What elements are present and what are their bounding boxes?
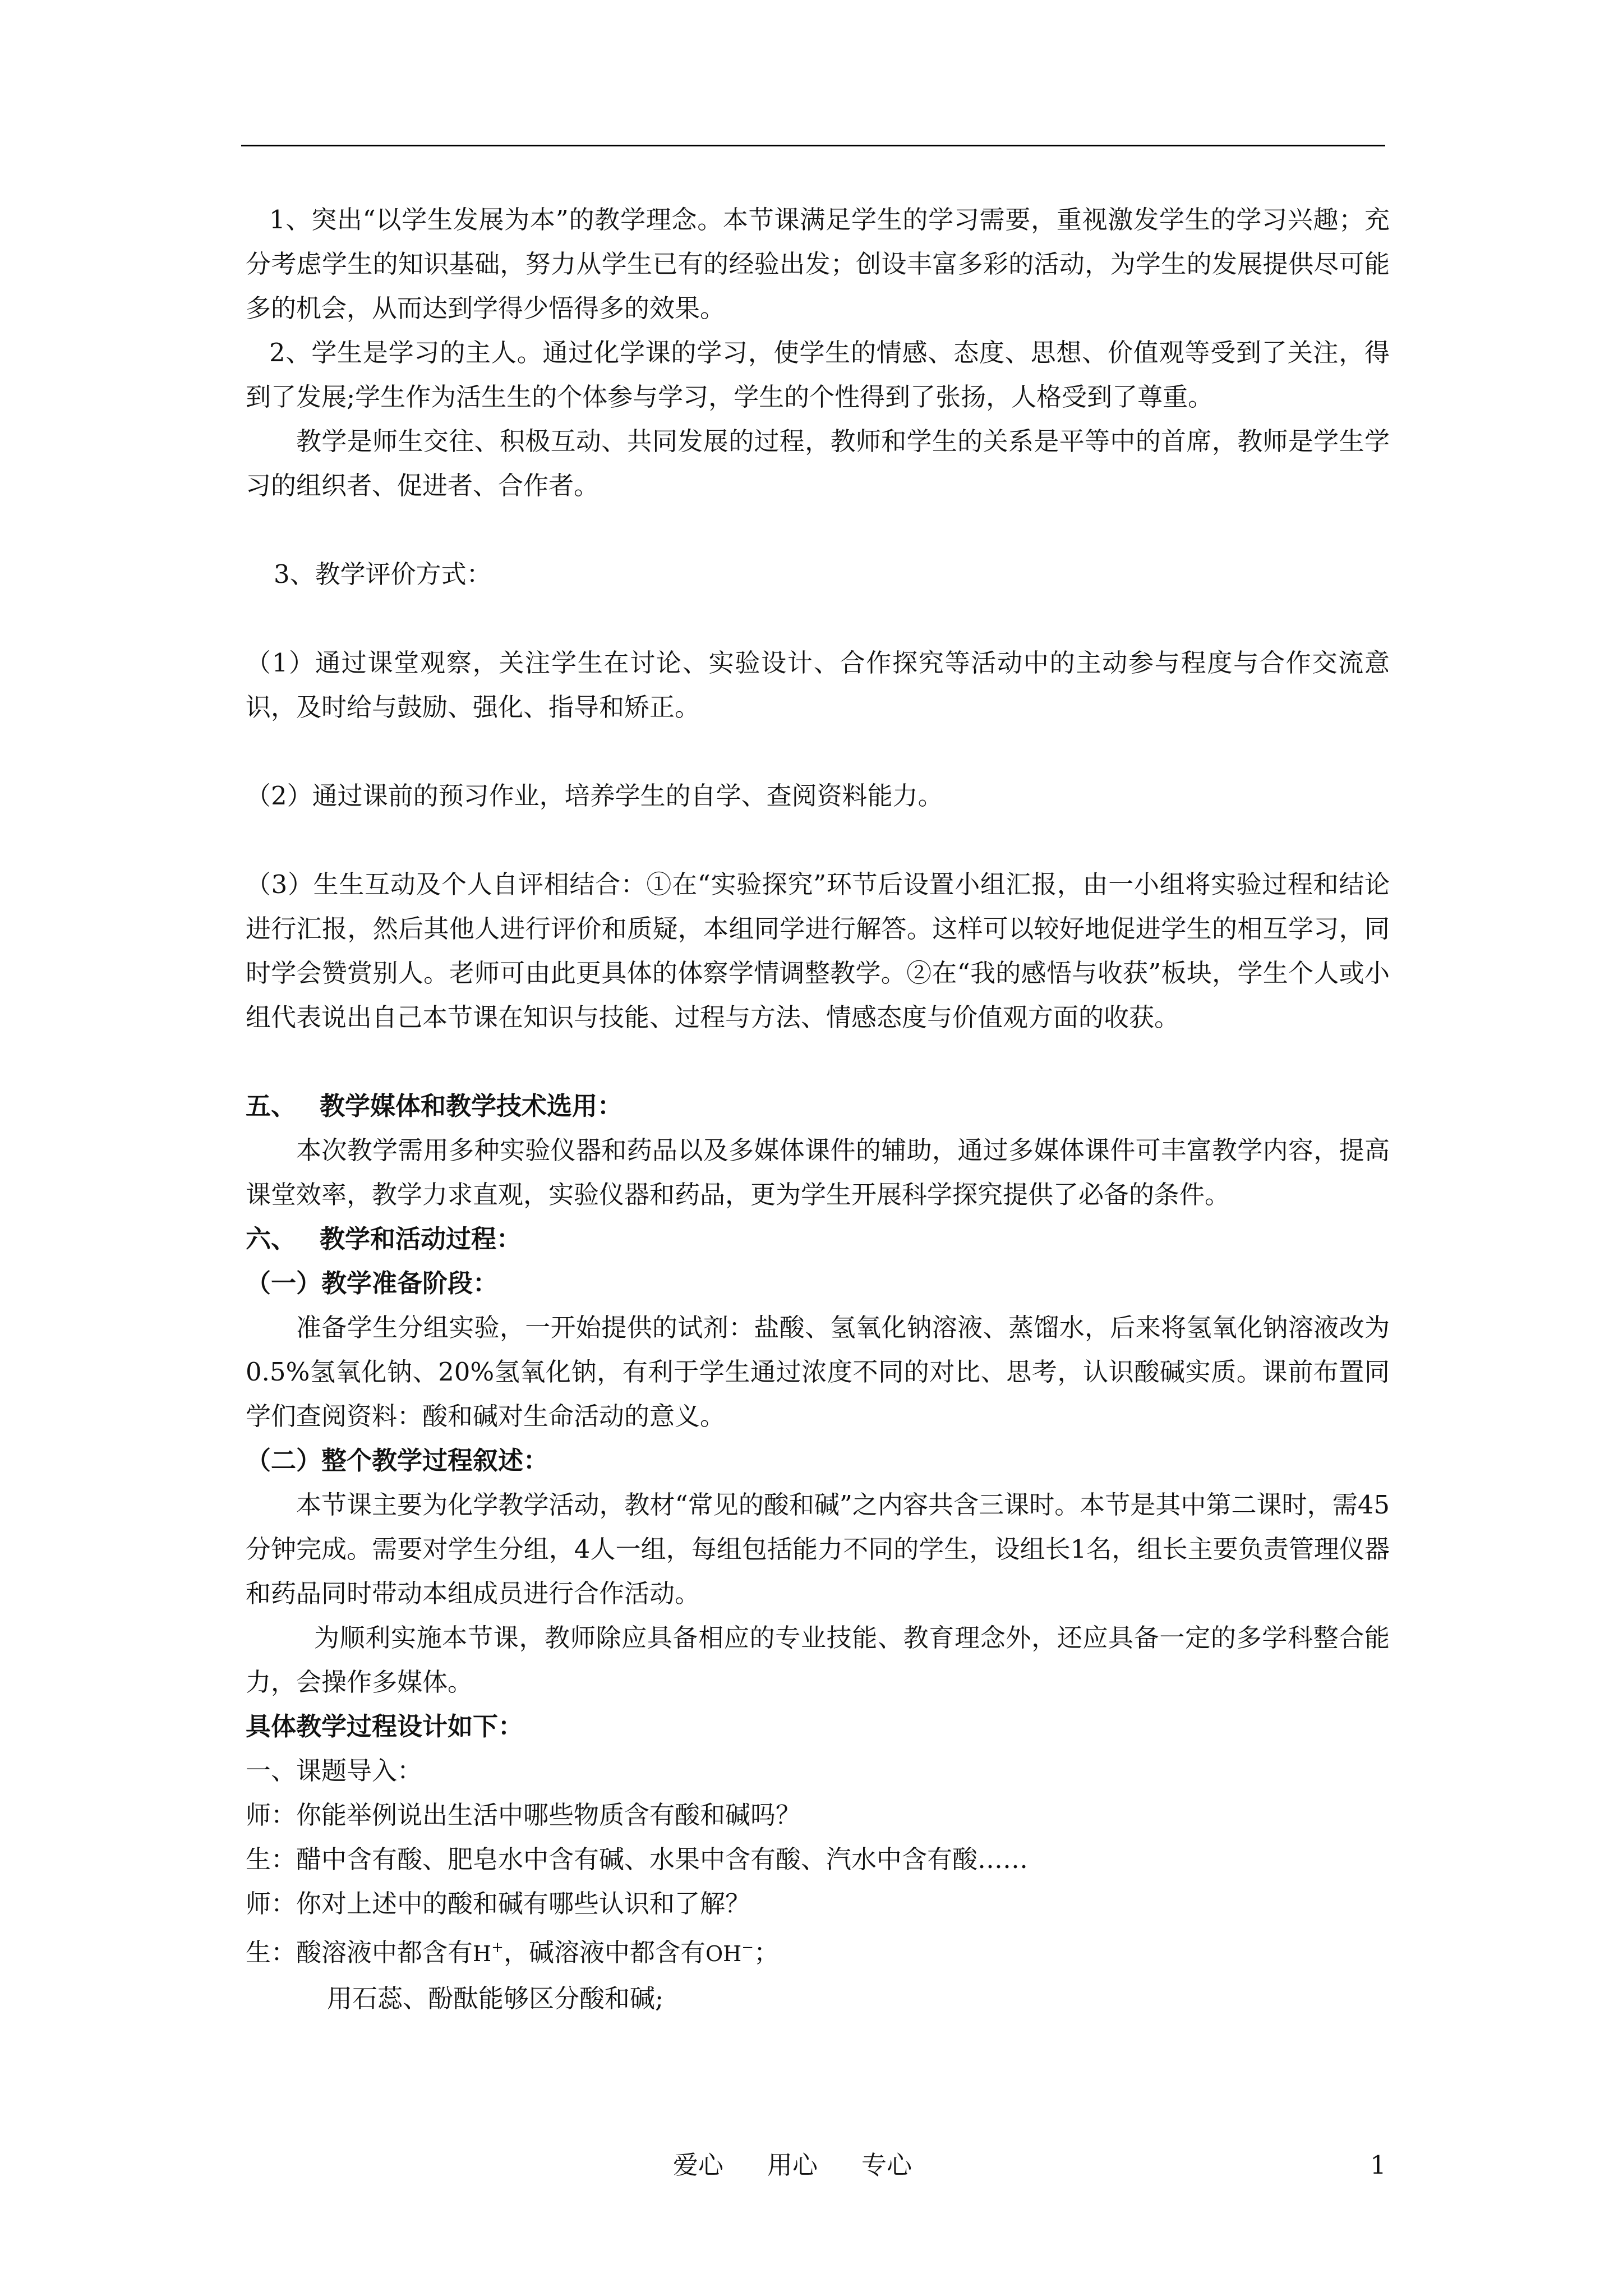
paragraph-evaluation-heading: 3、教学评价方式： (274, 559, 492, 589)
footer-motto-3: 专心 (861, 2150, 912, 2180)
paragraph-evaluation-3: （3）生生互动及个人自评相结合：①在“实验探究”环节后设置小组汇报，由一小组将实验过程和结论进行汇报，然后其他人进行评价和质疑，本组同学进行解答。这样可以较好地促进学生的相互学习，同时学会赞赏别人。老师可由此更具体的体察学情调整教学。②在“我的感悟与收获”板块，学生个人或小组代表说出自己本节课在知识与技能、过程与方法、情感态度与价值观方面的收获。 (246, 869, 1390, 1032)
paragraph-evaluation-2: （2）通过课前的预习作业，培养学生的自学、查阅资料能力。 (246, 781, 943, 811)
footer-motto-1: 爱心 (673, 2150, 724, 2180)
design-heading: 具体教学过程设计如下： (246, 1711, 524, 1741)
paragraph-preparation: 准备学生分组实验，一开始提供的试剂：盐酸、氢氧化钠溶液、蒸馏水，后来将氢氧化钠溶液改为0.5%氢氧化钠、20%氢氧化钠，有利于学生通过浓度不同的对比、思考，认识酸碱实质。课前布置同学们查阅资料：酸和碱对生命活动的意义。 (246, 1313, 1390, 1431)
ion-charge-minus: − (741, 1939, 754, 1956)
paragraph-1: 1、突出“以学生发展为本”的教学理念。本节课满足学生的学习需要，重视激发学生的学习兴趣；充分考虑学生的知识基础，努力从学生已有的经验出发；创设丰富多彩的活动，为学生的发展提供尽可能多的机会，从而达到学得少悟得多的效果。 (246, 205, 1390, 323)
page-number: 1 (1370, 2150, 1386, 2180)
paragraph-process: 本节课主要为化学教学活动，教材“常见的酸和碱”之内容共含三课时。本节是其中第二课时，需45分钟完成。需要对学生分组，4人一组，每组包括能力不同的学生，设组长1名，组长主要负责管理仪器和药品同时带动本组成员进行合作活动。 (246, 1490, 1390, 1608)
subsection-heading-1: （一）教学准备阶段： (246, 1268, 499, 1298)
ion-charge-plus: + (491, 1939, 504, 1956)
section-number-6: 六、 (246, 1224, 297, 1254)
dialogue-line-intro: 一、课题导入： (246, 1756, 423, 1786)
section-number-5: 五、 (246, 1091, 297, 1121)
footer-motto (673, 2148, 956, 2182)
dialogue-line-student-2-cont: 用石蕊、酚酞能够区分酸和碱; (327, 1984, 664, 2013)
section-heading-5 (246, 1084, 1390, 1128)
dialogue-line-student-2 (246, 1926, 1390, 1976)
ion-hydroxide: OH (705, 1941, 742, 1966)
footer-motto-2: 用心 (767, 2150, 818, 2180)
paragraph-media: 本次教学需用多种实验仪器和药品以及多媒体课件的辅助，通过多媒体课件可丰富教学内容，提高课堂效率，教学力求直观，实验仪器和药品，更为学生开展科学探究提供了必备的条件。 (246, 1135, 1390, 1209)
document-body (246, 197, 1390, 2021)
paragraph-teacher: 为顺利实施本节课，教师除应具备相应的专业技能、教育理念外，还应具备一定的多学科整合能力，会操作多媒体。 (246, 1623, 1390, 1697)
paragraph-evaluation-1: （1）通过课堂观察，关注学生在讨论、实验设计、合作探究等活动中的主动参与程度与合作交流意识，及时给与鼓励、强化、指导和矫正。 (246, 648, 1390, 722)
dialogue-text: 生：酸溶液中都含有 (246, 1938, 473, 1967)
subsection-heading-2: （二）整个教学过程叙述： (246, 1446, 549, 1475)
dialogue-text: ； (754, 1938, 780, 1967)
ion-hydrogen: H (473, 1941, 492, 1966)
section-title-6: 教学和活动过程： (320, 1224, 522, 1254)
paragraph-2: 2、学生是学习的主人。通过化学课的学习，使学生的情感、态度、思想、价值观等受到了关注，得到了发展;学生作为活生生的个体参与学习，学生的个性得到了张扬，人格受到了尊重。 (246, 338, 1390, 412)
dialogue-line-teacher-1: 师：你能举例说出生活中哪些物质含有酸和碱吗？ (246, 1800, 801, 1830)
dialogue-line-student-1: 生：醋中含有酸、肥皂水中含有碱、水果中含有酸、汽水中含有酸…… (246, 1844, 1029, 1874)
header-rule (241, 145, 1385, 146)
section-heading-6 (246, 1217, 1390, 1261)
dialogue-line-teacher-2: 师：你对上述中的酸和碱有哪些认识和了解？ (246, 1889, 751, 1918)
dialogue-text: ，碱溶液中都含有 (503, 1938, 706, 1967)
paragraph-3: 教学是师生交往、积极互动、共同发展的过程，教师和学生的关系是平等中的首席，教师是学生学习的组织者、促进者、合作者。 (246, 426, 1390, 500)
section-title-5: 教学媒体和教学技术选用： (320, 1091, 623, 1121)
